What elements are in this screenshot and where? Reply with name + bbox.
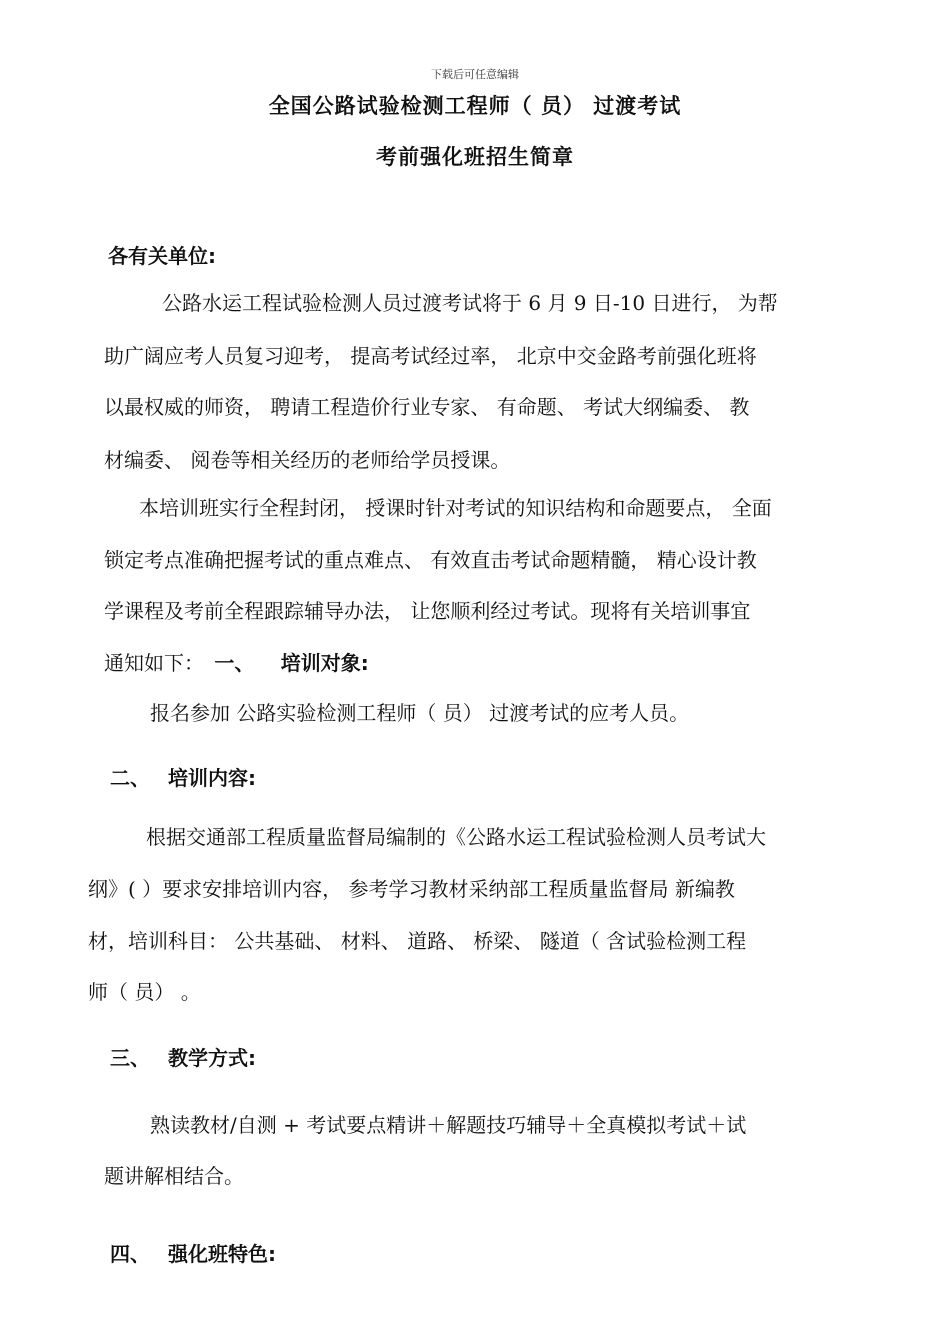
section-4-title: 强化班特色: xyxy=(168,1242,276,1266)
para2-line-4 xyxy=(104,649,369,677)
section-2-heading xyxy=(110,762,256,791)
section-1-number: 一、 xyxy=(214,651,255,675)
salutation: 各有关单位: xyxy=(108,244,216,268)
intro-line-3: 以最权威的师资， 聘请工程造价行业专家、 有命题、 考试大纲编委、 教 xyxy=(104,395,750,419)
page-header-note: 下载后可任意编辑 xyxy=(431,68,519,81)
intro-line-4: 材编委、 阅卷等相关经历的老师给学员授课。 xyxy=(104,448,511,472)
section-1-title: 培训对象: xyxy=(280,651,369,675)
intro-line-1: 公路水运工程试验检测人员过渡考试将于 6 月 9 日-10 日进行， 为帮 xyxy=(162,291,778,315)
section-1-body: 报名参加 公路实验检测工程师（ 员） 过渡考试的应考人员。 xyxy=(150,701,690,725)
document-title-line-2: 考前强化班招生简章 xyxy=(376,145,574,169)
section-2-line-2: 纲》( ）要求安排培训内容， 参考学习教材采纳部工程质量监督局 新编教 xyxy=(88,877,735,901)
document-title-line-1: 全国公路试验检测工程师（ 员） 过渡考试 xyxy=(268,94,682,118)
para2-line-2: 锁定考点准确把握考试的重点难点、 有效直击考试命题精髓， 精心设计教 xyxy=(104,548,757,572)
para2-closing-text: 通知如下： xyxy=(104,651,204,675)
section-2-line-4: 师（ 员） 。 xyxy=(88,980,201,1004)
section-3-heading xyxy=(110,1042,256,1071)
section-3-number: 三、 xyxy=(110,1046,150,1070)
section-4-number: 四、 xyxy=(110,1242,150,1266)
section-3-line-1: 熟读教材/自测 + 考试要点精讲＋解题技巧辅导＋全真模拟考试＋试 xyxy=(150,1113,747,1137)
section-3-line-2: 题讲解相结合。 xyxy=(104,1164,244,1188)
section-2-number: 二、 xyxy=(110,766,150,790)
section-2-line-3: 材，培训科目： 公共基础、 材料、 道路、 桥梁、 隧道（ 含试验检测工程 xyxy=(88,929,747,953)
para2-line-1: 本培训班实行全程封闭， 授课时针对考试的知识结构和命题要点， 全面 xyxy=(139,496,772,520)
section-4-heading xyxy=(110,1238,276,1267)
intro-line-2: 助广阔应考人员复习迎考， 提高考试经过率， 北京中交金路考前强化班将 xyxy=(104,344,757,368)
para2-line-3: 学课程及考前全程跟踪辅导办法， 让您顺利经过考试。现将有关培训事宜 xyxy=(104,599,751,623)
section-3-title: 教学方式: xyxy=(168,1046,256,1070)
section-2-title: 培训内容: xyxy=(168,766,256,790)
section-2-line-1: 根据交通部工程质量监督局编制的《公路水运工程试验检测人员考试大 xyxy=(146,825,766,849)
